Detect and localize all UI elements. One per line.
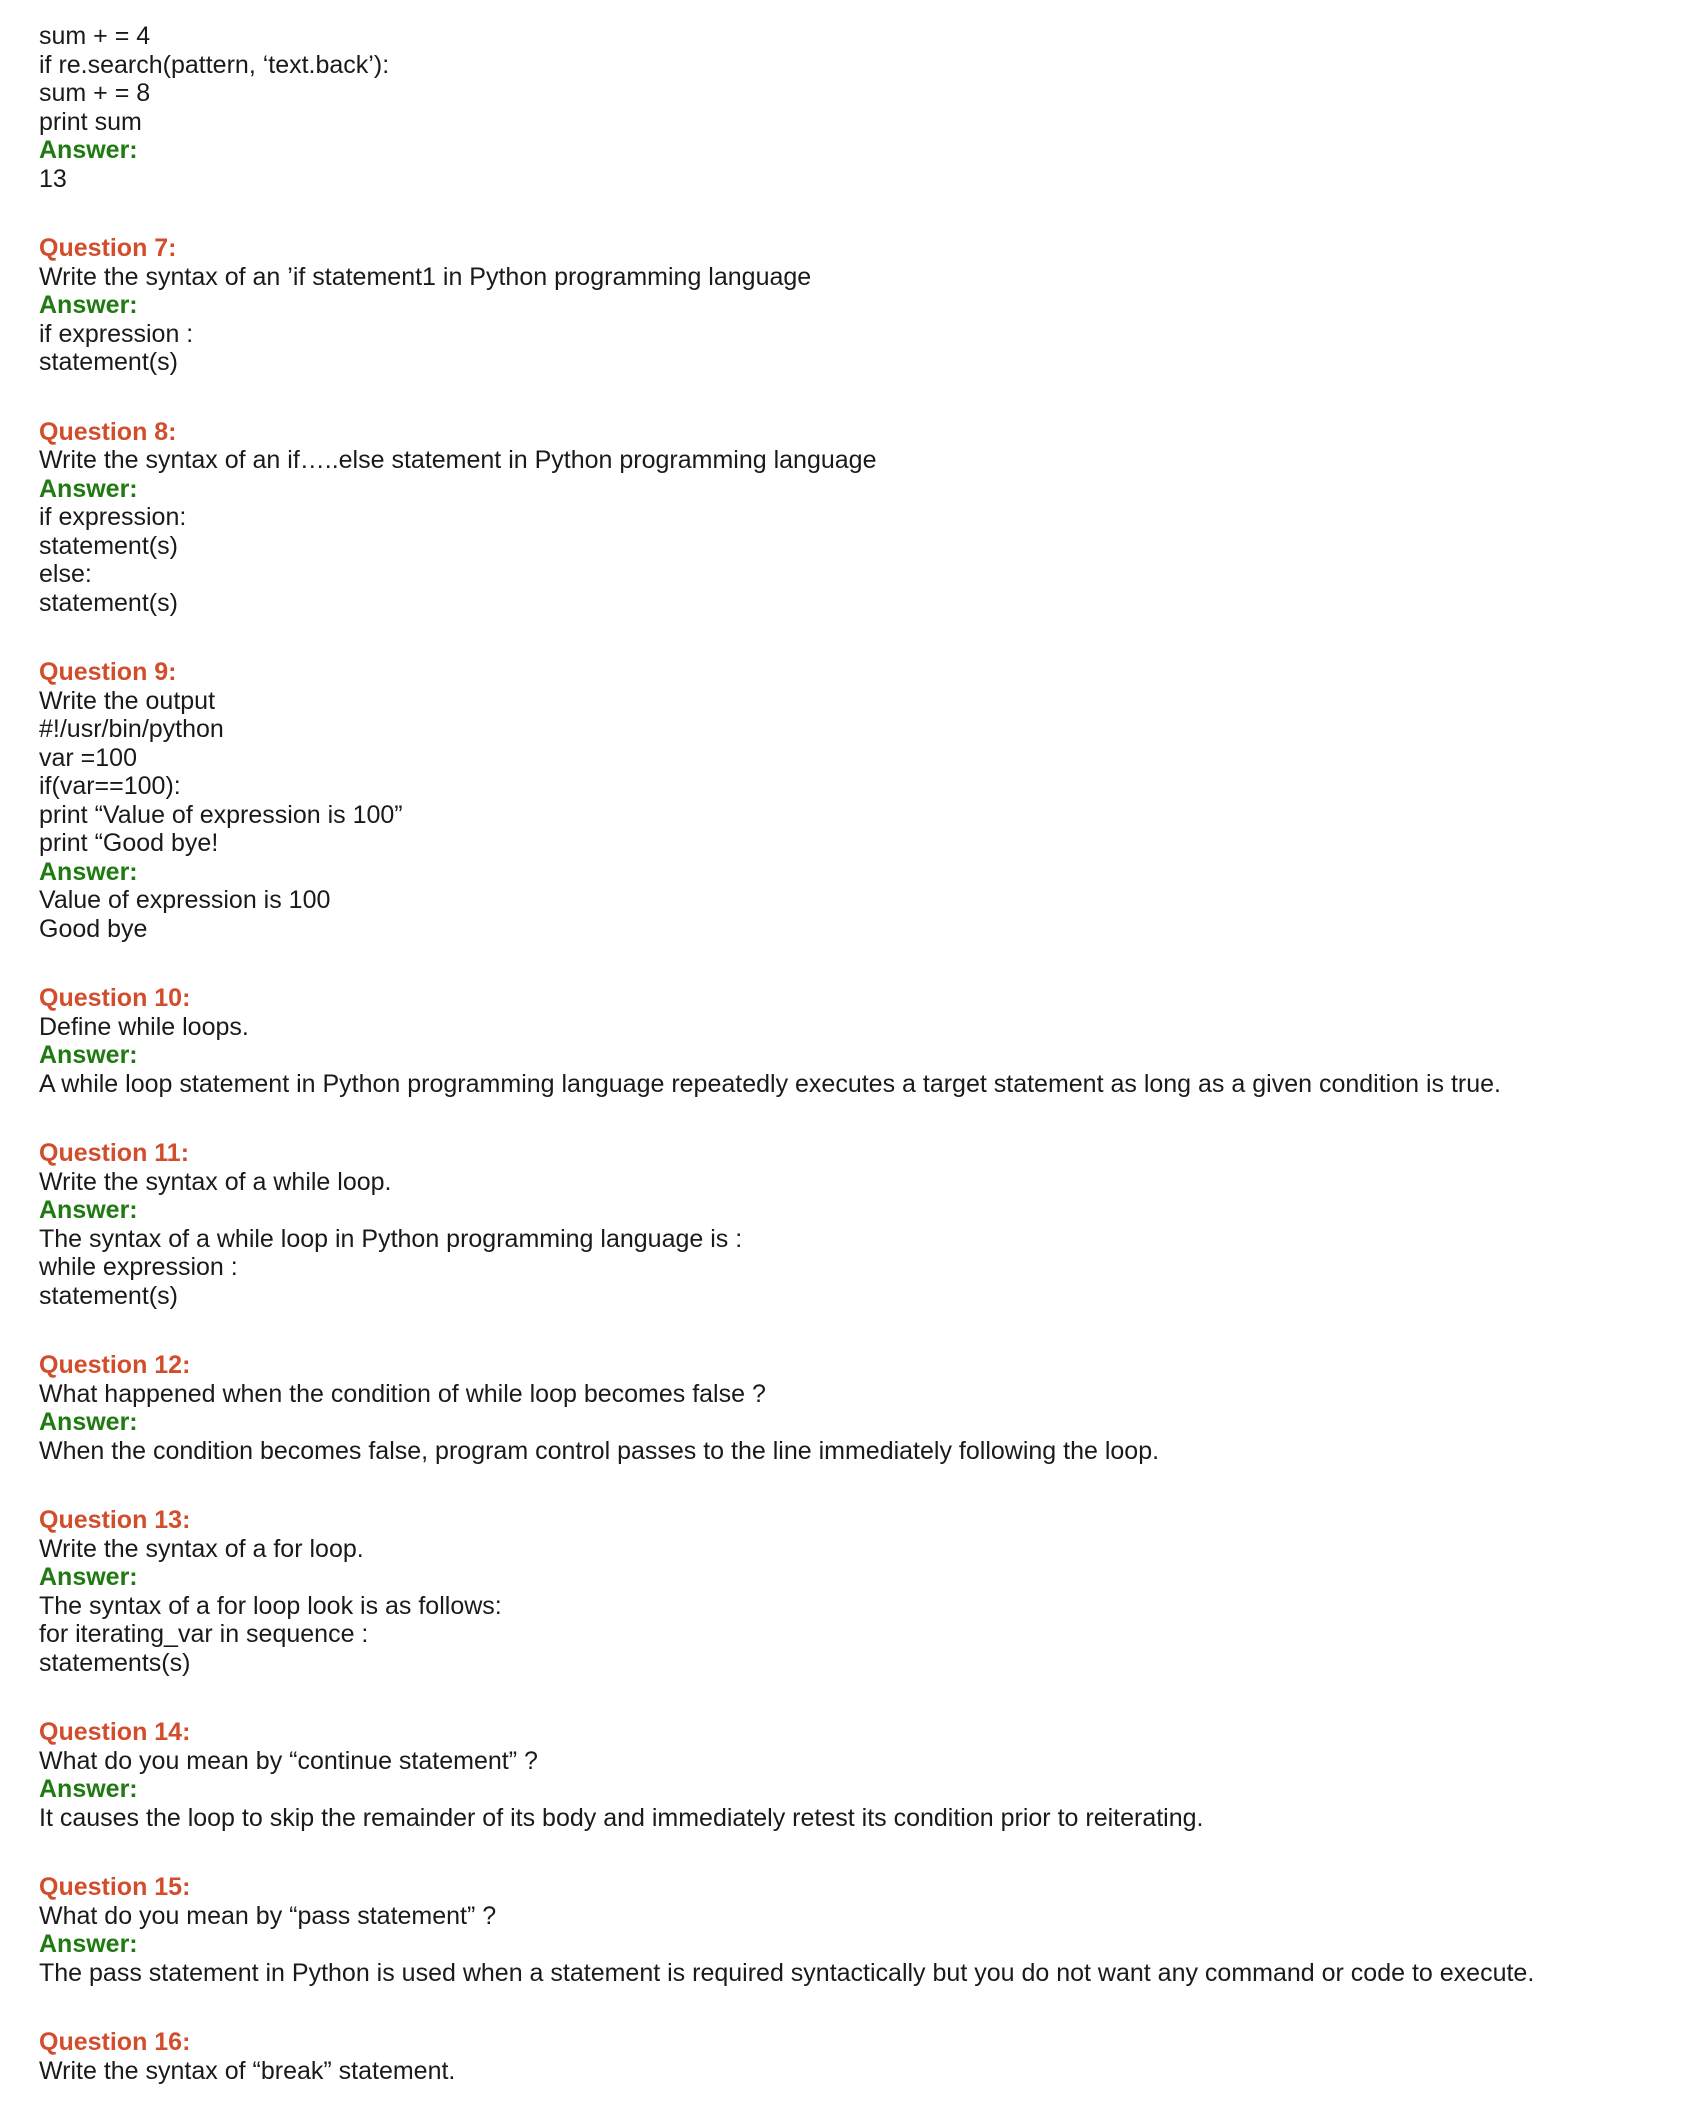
question-9 (39, 658, 1680, 943)
answer-line: if expression : (39, 319, 194, 348)
question-13 (39, 1506, 1680, 1677)
question-7 (39, 234, 1680, 377)
question-heading: Question 9: (39, 658, 177, 686)
code-line: print “Good bye! (39, 829, 219, 857)
answer-line: for iterating_var in sequence : (39, 1620, 369, 1648)
question-text: Write the syntax of a while loop. (39, 1167, 392, 1196)
answer-line: while expression : (39, 1253, 238, 1281)
question-text: Write the syntax of a for loop. (39, 1534, 364, 1563)
question-16 (39, 2028, 1680, 2085)
question-text: Define while loops. (39, 1012, 249, 1041)
question-text: What do you mean by “pass statement” ? (39, 1901, 497, 1930)
answer-label: Answer: (39, 1196, 138, 1224)
answer-line: The pass statement in Python is used when a statement is required syntactically but you do not want any command or code to execute. (39, 1958, 1535, 1987)
question-text: Write the syntax of an ’if statement1 in Python programming language (39, 262, 812, 291)
question-text: Write the syntax of “break” statement. (39, 2056, 456, 2085)
question-8 (39, 418, 1680, 618)
answer-line: It causes the loop to skip the remainder of its body and immediately retest its condition prior to reiterating. (39, 1803, 1204, 1832)
code-line: #!/usr/bin/python (39, 715, 224, 743)
answer-line: A while loop statement in Python programming language repeatedly executes a target statement as long as a given condition is true. (39, 1069, 1501, 1098)
answer-label: Answer: (39, 1041, 138, 1069)
answer-line: else: (39, 560, 92, 588)
answer-line: statement(s) (39, 588, 178, 617)
answer-label: Answer: (39, 1563, 138, 1591)
code-line: if(var==100): (39, 772, 181, 800)
question-heading: Question 13: (39, 1506, 191, 1534)
answer-line: When the condition becomes false, program control passes to the line immediately following the loop. (39, 1436, 1160, 1465)
question-12 (39, 1351, 1680, 1465)
answer-line: Good bye (39, 914, 148, 943)
question-heading: Question 16: (39, 2028, 191, 2056)
question-heading: Question 7: (39, 234, 177, 262)
answer-line: The syntax of a for loop look is as follows: (39, 1591, 502, 1620)
question-text: Write the output (39, 686, 216, 715)
code-line: sum + = 8 (39, 79, 151, 107)
answer-line: statement(s) (39, 531, 178, 560)
question-heading: Question 12: (39, 1351, 191, 1379)
question-15 (39, 1873, 1680, 1987)
answer-line: statement(s) (39, 348, 178, 376)
question-heading: Question 15: (39, 1873, 191, 1901)
answer-line: if expression: (39, 503, 187, 531)
answer-label: Answer: (39, 136, 138, 164)
question-14 (39, 1718, 1680, 1832)
answer-label: Answer: (39, 1930, 138, 1958)
document-page (39, 22, 1680, 2085)
question-heading: Question 10: (39, 984, 191, 1012)
code-line: print sum (39, 107, 142, 136)
code-line: sum + = 4 (39, 22, 151, 50)
question-text: Write the syntax of an if…..else statement in Python programming language (39, 446, 877, 474)
previous-question-fragment (39, 22, 1680, 193)
question-11 (39, 1139, 1680, 1310)
answer-line: statement(s) (39, 1281, 178, 1310)
answer-line: 13 (39, 164, 67, 193)
answer-label: Answer: (39, 291, 138, 319)
code-line: if re.search(pattern, ‘text.back’): (39, 50, 390, 79)
answer-line: Value of expression is 100 (39, 886, 331, 914)
answer-label: Answer: (39, 1408, 138, 1436)
answer-label: Answer: (39, 857, 138, 886)
code-line: var =100 (39, 743, 137, 772)
question-heading: Question 14: (39, 1718, 191, 1746)
answer-label: Answer: (39, 474, 138, 503)
answer-line: The syntax of a while loop in Python programming language is : (39, 1224, 743, 1253)
answer-label: Answer: (39, 1775, 138, 1803)
question-10 (39, 984, 1680, 1098)
question-heading: Question 11: (39, 1139, 190, 1167)
question-text: What do you mean by “continue statement” ? (39, 1746, 538, 1775)
answer-line: statements(s) (39, 1648, 191, 1677)
question-heading: Question 8: (39, 417, 177, 446)
code-line: print “Value of expression is 100” (39, 800, 403, 829)
question-text: What happened when the condition of while loop becomes false ? (39, 1379, 766, 1408)
